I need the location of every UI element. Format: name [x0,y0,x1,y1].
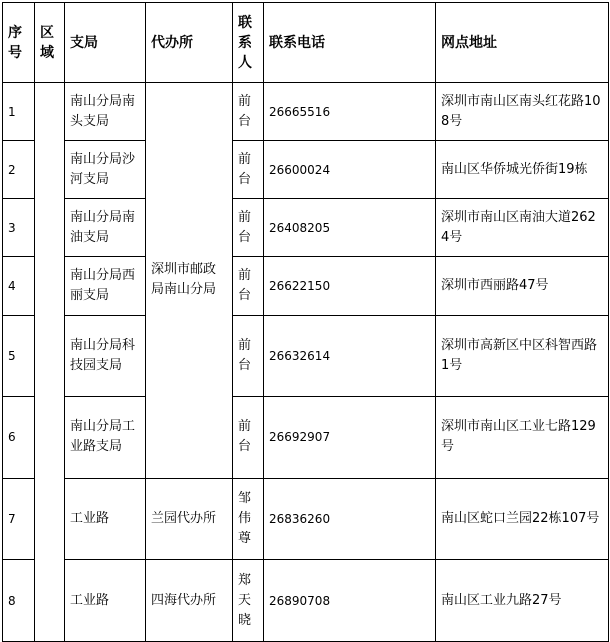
cell-seq: 3 [3,199,35,257]
cell-contact: 邹伟尊 [233,478,264,560]
table-row [3,141,609,199]
cell-contact: 前台 [233,83,264,141]
cell-phone: 26836260 [264,478,436,560]
table-row [3,478,609,560]
cell-branch: 工业路 [65,560,146,642]
table-row [3,83,609,141]
cell-seq: 2 [3,141,35,199]
cell-phone: 26622150 [264,257,436,315]
header-branch: 支局 [65,3,146,83]
cell-region-merged [35,83,65,642]
table-row [3,315,609,397]
cell-address: 南山区华侨城光侨街19栋 [436,141,609,199]
cell-branch: 工业路 [65,478,146,560]
cell-agency-merged: 深圳市邮政局南山分局 [146,83,233,479]
cell-address: 深圳市南山区南头红花路108号 [436,83,609,141]
header-agency: 代办所 [146,3,233,83]
cell-contact: 前台 [233,141,264,199]
header-seq: 序号 [3,3,35,83]
cell-phone: 26408205 [264,199,436,257]
header-region: 区域 [35,3,65,83]
cell-phone: 26692907 [264,397,436,479]
cell-phone: 26632614 [264,315,436,397]
cell-branch: 南山分局南油支局 [65,199,146,257]
cell-agency: 兰园代办所 [146,478,233,560]
cell-contact: 前台 [233,315,264,397]
cell-seq: 4 [3,257,35,315]
cell-address: 深圳市南山区南油大道2624号 [436,199,609,257]
cell-contact: 郑天晓 [233,560,264,642]
header-address: 网点地址 [436,3,609,83]
header-row [3,3,609,83]
cell-phone: 26600024 [264,141,436,199]
header-contact: 联系人 [233,3,264,83]
cell-seq: 7 [3,478,35,560]
cell-phone: 26665516 [264,83,436,141]
cell-branch: 南山分局沙河支局 [65,141,146,199]
cell-branch: 南山分局西丽支局 [65,257,146,315]
table-row [3,199,609,257]
cell-seq: 8 [3,560,35,642]
cell-address: 深圳市西丽路47号 [436,257,609,315]
cell-contact: 前台 [233,257,264,315]
cell-address: 深圳市南山区工业七路129号 [436,397,609,479]
cell-phone: 26890708 [264,560,436,642]
table-row [3,257,609,315]
cell-seq: 5 [3,315,35,397]
table-row [3,560,609,642]
cell-branch: 南山分局南头支局 [65,83,146,141]
cell-address: 南山区蛇口兰园22栋107号 [436,478,609,560]
cell-contact: 前台 [233,397,264,479]
cell-contact: 前台 [233,199,264,257]
post-office-table [2,2,609,642]
cell-agency: 四海代办所 [146,560,233,642]
cell-address: 深圳市高新区中区科智西路1号 [436,315,609,397]
table-row [3,397,609,479]
cell-branch: 南山分局工业路支局 [65,397,146,479]
cell-branch: 南山分局科技园支局 [65,315,146,397]
cell-seq: 6 [3,397,35,479]
header-phone: 联系电话 [264,3,436,83]
cell-seq: 1 [3,83,35,141]
cell-address: 南山区工业九路27号 [436,560,609,642]
